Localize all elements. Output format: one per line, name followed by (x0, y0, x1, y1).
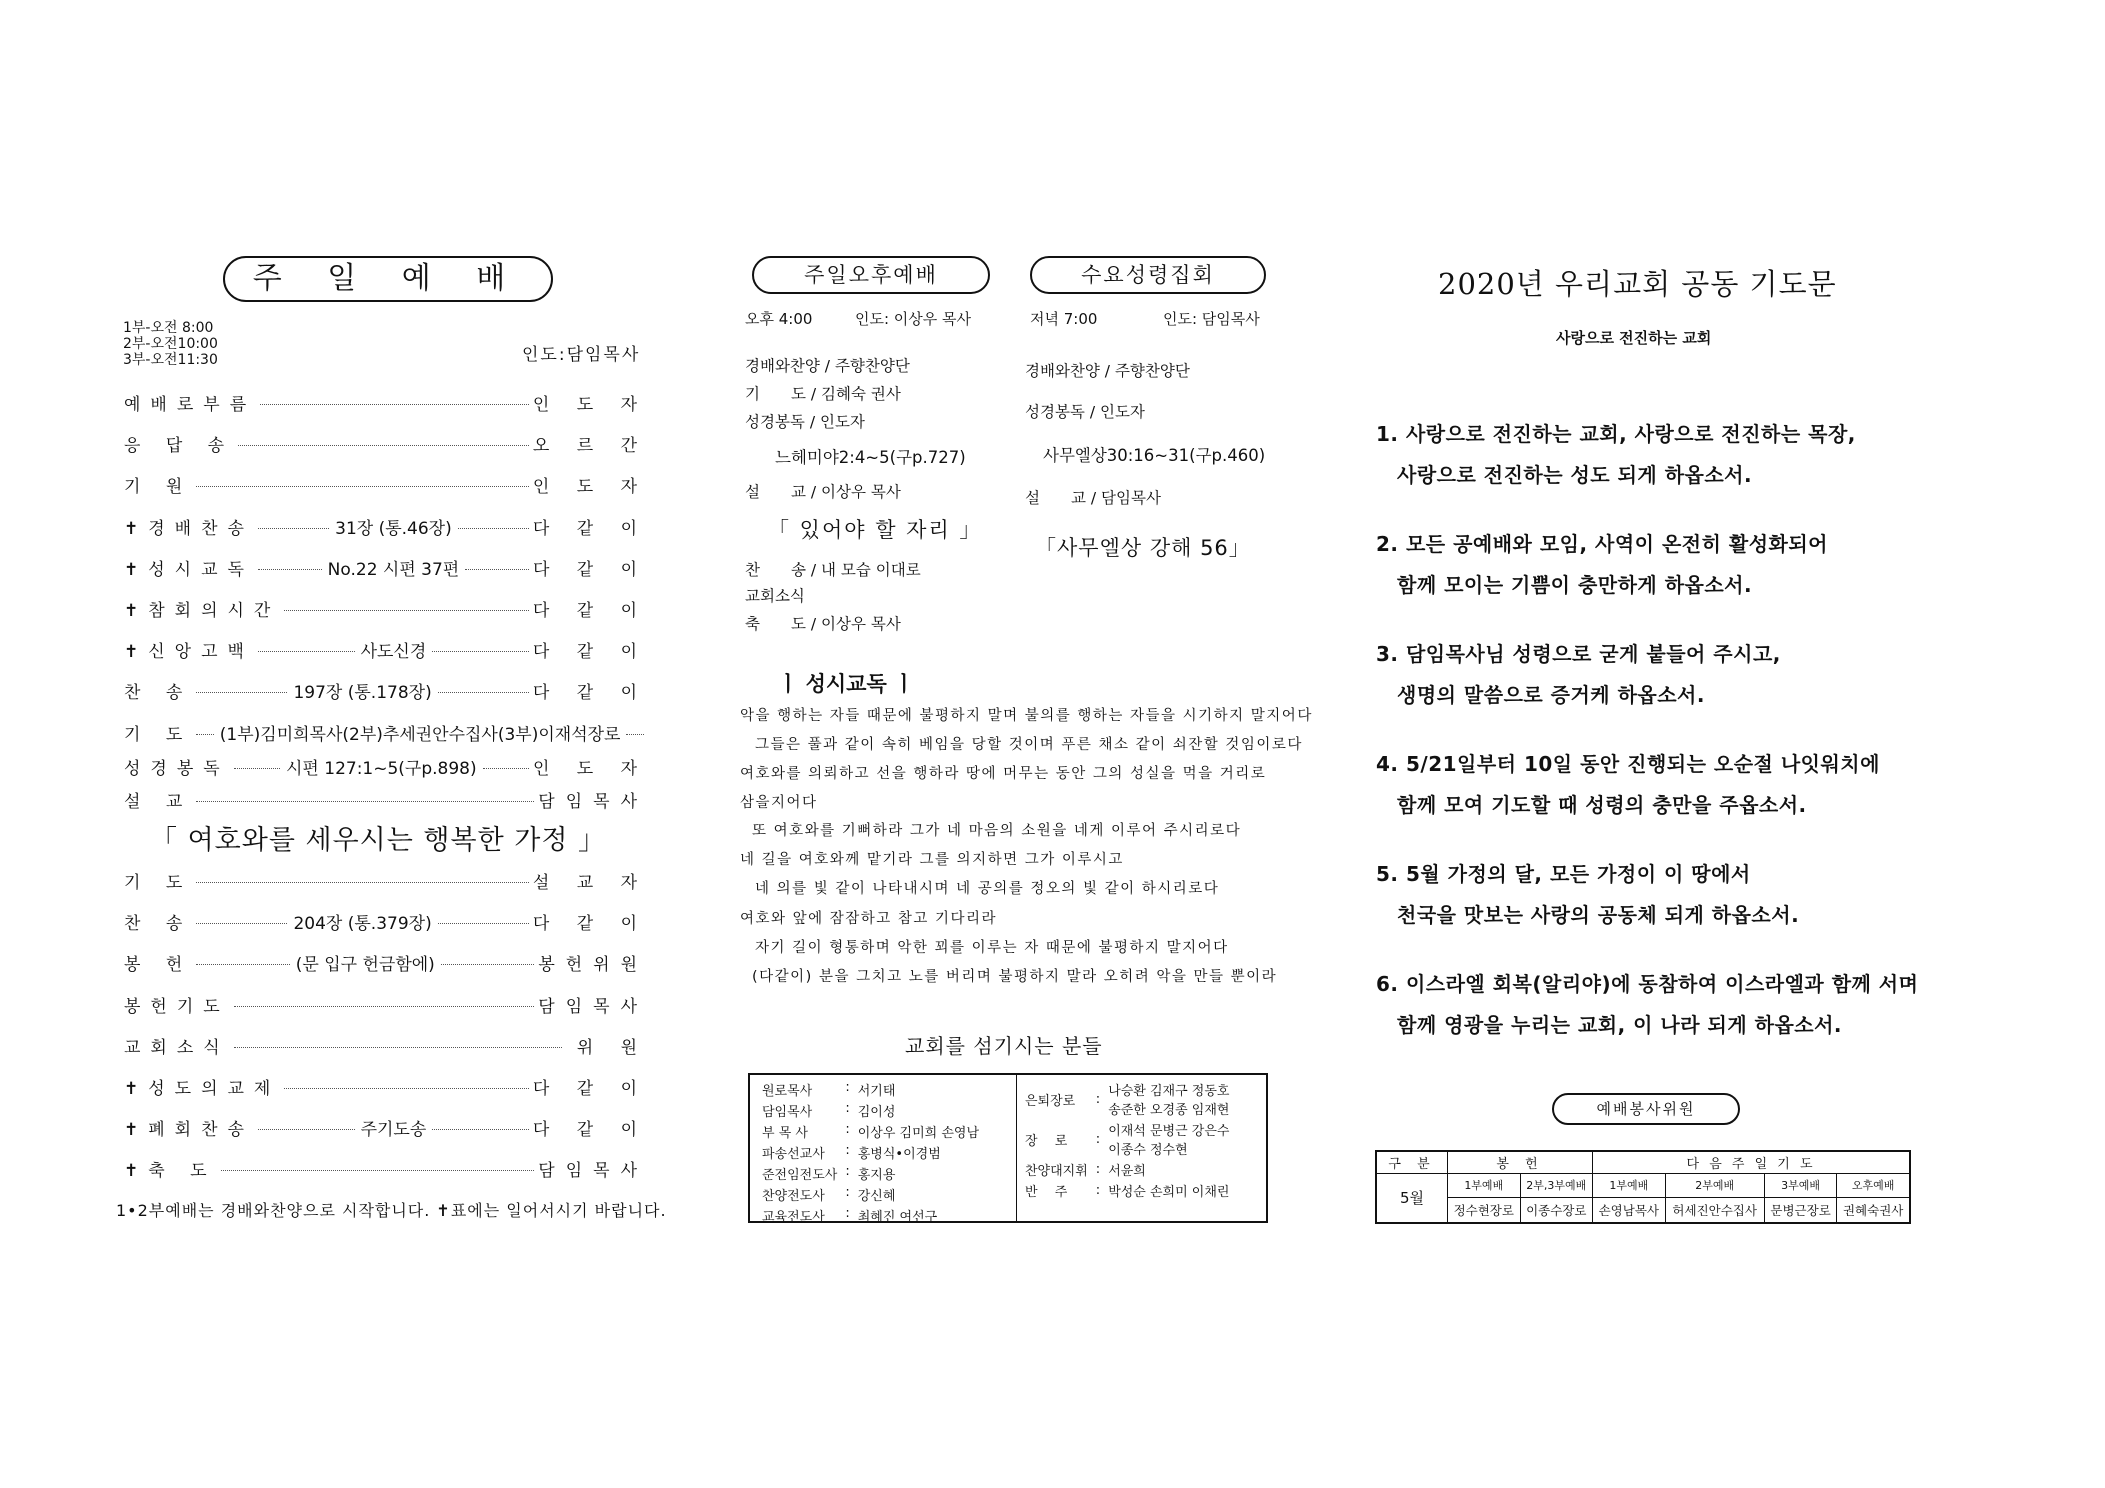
servant-role: 찬양전도사 (762, 1189, 825, 1204)
dotted-leader (196, 692, 287, 693)
dotted-leader (284, 1088, 529, 1089)
order-label: 설 교 (124, 792, 193, 812)
servant-names (1104, 1079, 1233, 1119)
servant-role: 교육전도사 (762, 1210, 825, 1225)
order-row (124, 992, 648, 1017)
servant-row (758, 1184, 983, 1205)
order-label: 찬 송 (124, 914, 193, 935)
psalm-line: 네 길을 여호와께 맡기라 그를 의지하면 그가 이루시고 (740, 852, 1124, 868)
order-person: 오 르 간 (532, 436, 648, 457)
order-label: 응 답 송 (124, 436, 235, 457)
servant-row (1021, 1079, 1233, 1119)
dotted-leader (626, 734, 644, 735)
servant-row (758, 1079, 983, 1100)
psalm-line: 네 의를 빛 같이 나타내시며 네 공의를 정오의 빛 같이 하시리로다 (755, 881, 1220, 897)
psalm-line: (다같이) 분을 그치고 노를 버리며 불평하지 말라 오히려 악을 만들 뿐이라 (752, 969, 1278, 985)
colon: : (1095, 1091, 1101, 1107)
order-person: 다 같 이 (532, 559, 649, 580)
th-gubun: 구 분 (1376, 1151, 1448, 1173)
afternoon-service-title: 주일오후예배 (752, 256, 990, 294)
order-row (124, 390, 648, 415)
volunteers-title: 예배봉사위원 (1552, 1093, 1740, 1125)
dotted-leader (221, 1170, 535, 1171)
dotted-leader (196, 882, 529, 883)
sub-header: 1부예배 (1593, 1173, 1666, 1197)
servant-name: 서윤희 (1108, 1164, 1146, 1179)
colon: : (845, 1185, 850, 1200)
servant-row (758, 1205, 983, 1226)
order-label: 기 원 (124, 477, 193, 498)
servant-name: 홍지용 (857, 1168, 896, 1183)
colon: : (1095, 1131, 1101, 1147)
afternoon-line: 교회소식 (745, 587, 805, 605)
afternoon-line: 경배와찬양 / 주향찬양단 (745, 357, 910, 375)
dotted-leader (458, 528, 529, 529)
order-label: 교회소식 (124, 1037, 230, 1058)
order-detail: (1부)김미희목사(2부)추세권안수집사(3부)이재석장로 (219, 724, 621, 745)
prayer-line: 2. 모든 공예배와 모임, 사역이 온전히 활성화되어 (1376, 532, 1828, 556)
dotted-leader (438, 923, 529, 924)
order-person: 설 교 자 (532, 873, 648, 893)
order-person: 다 같 이 (532, 1120, 648, 1141)
order-label: ✝참회의시간 (124, 601, 281, 621)
th-offering: 봉 헌 (1448, 1151, 1593, 1173)
servant-role: 파송선교사 (762, 1147, 825, 1162)
colon: : (1095, 1162, 1101, 1177)
psalm-heading: ㅣ 성시교독 ㅣ (778, 672, 915, 696)
servant-role: 찬양대지휘 (1025, 1164, 1088, 1179)
order-row (124, 754, 648, 779)
order-person: 인 도 자 (532, 477, 648, 498)
psalm-line: 악을 행하는 자들 때문에 불평하지 말며 불의를 행하는 자들을 시기하지 말지어다 (740, 708, 1313, 724)
order-label: 예배로부름 (124, 395, 257, 415)
wednesday-service-title: 수요성령집회 (1030, 256, 1266, 294)
servants-right (1021, 1079, 1233, 1201)
order-label: 성경봉독 (124, 759, 230, 779)
servants-heading: 교회를 섬기시는 분들 (905, 1034, 1103, 1058)
servant-name: 나승환 김재구 정동호 (1108, 1084, 1230, 1099)
dotted-leader (432, 1129, 529, 1130)
dotted-leader (284, 610, 529, 611)
psalm-line: 여호와를 의뢰하고 선을 행하라 땅에 머무는 동안 그의 성실을 먹을 거리로 (740, 766, 1267, 782)
servant-row (758, 1163, 983, 1184)
dotted-leader (258, 528, 329, 529)
afternoon-line: 찬 송 / 내 모습 이대로 (745, 561, 921, 579)
prayer-line: 3. 담임목사님 성령으로 굳게 붙들어 주시고, (1376, 642, 1781, 666)
dotted-leader (196, 486, 529, 487)
prayer-title: 2020년 우리교회 공동 기도문 (1438, 267, 1837, 301)
servants-box (748, 1073, 1268, 1223)
servant-row (1021, 1180, 1233, 1201)
order-detail: 사도신경 (360, 642, 427, 663)
wednesday-line: 사무엘상30:16~31(구p.460) (1043, 446, 1266, 465)
servant-role: 원로목사 (762, 1084, 813, 1099)
dotted-leader (465, 569, 529, 570)
afternoon-leader: 인도: 이상우 목사 (855, 310, 972, 328)
volunteer-cell: 정수현장로 (1448, 1197, 1521, 1223)
dotted-leader (432, 651, 529, 652)
order-detail: 31장 (통.46장) (335, 518, 452, 539)
colon: : (845, 1080, 850, 1095)
order-row (124, 950, 648, 975)
wednesday-line: 경배와찬양 / 주향찬양단 (1025, 362, 1190, 380)
prayer-line: 함께 모여 기도할 때 성령의 충만을 주옵소서. (1397, 793, 1807, 817)
wednesday-leader: 인도: 담임목사 (1163, 310, 1260, 328)
colon: : (845, 1101, 850, 1116)
prayer-subtitle: 사랑으로 전진하는 교회 (1556, 329, 1712, 347)
order-label: ✝신앙고백 (124, 642, 254, 663)
servant-role: 담임목사 (762, 1105, 813, 1120)
afternoon-line: 성경봉독 / 인도자 (745, 413, 865, 431)
prayer-line: 천국을 맛보는 사랑의 공동체 되게 하옵소서. (1397, 903, 1800, 927)
time-2: 2부-오전10:00 (123, 336, 218, 352)
order-person: 담임목사 (538, 792, 648, 812)
order-label: ✝폐회찬송 (124, 1120, 254, 1141)
th-next: 다 음 주 일 기 도 (1593, 1151, 1910, 1173)
servant-name: 송준한 오경종 임재현 (1108, 1103, 1230, 1118)
volunteer-cell: 허세진안수집사 (1665, 1197, 1764, 1223)
servant-role: 준전임전도사 (762, 1168, 838, 1183)
dotted-leader (258, 1129, 355, 1130)
servant-row (758, 1100, 983, 1121)
sub-header: 3부예배 (1764, 1173, 1837, 1197)
order-row (124, 720, 648, 745)
wednesday-line: 설 교 / 담임목사 (1025, 489, 1161, 507)
dotted-leader (196, 964, 290, 965)
prayer-line: 생명의 말씀으로 증거케 하옵소서. (1397, 683, 1705, 707)
order-row (124, 472, 648, 497)
colon: : (1095, 1183, 1101, 1198)
servant-name: 강신혜 (857, 1189, 896, 1204)
dotted-leader (258, 569, 322, 570)
order-label: ✝성시교독 (124, 559, 254, 580)
order-row (124, 514, 648, 539)
afternoon-sermon: 「 있어야 할 자리 」 (768, 518, 983, 542)
dotted-leader (438, 692, 529, 693)
servant-role: 반 주 (1025, 1185, 1068, 1200)
servant-names (1104, 1180, 1233, 1201)
order-row (124, 1115, 648, 1140)
servant-name: 서기태 (857, 1084, 896, 1099)
sub-header: 2부,3부예배 (1520, 1173, 1593, 1197)
servant-name: 최혜진 여선구 (857, 1210, 938, 1225)
order-row (124, 637, 648, 662)
prayer-line: 함께 영광을 누리는 교회, 이 나라 되게 하옵소서. (1397, 1013, 1843, 1037)
order-person: 인 도 자 (532, 759, 649, 779)
order-label: 기 도 (124, 724, 193, 745)
order-detail: No.22 시편 37편 (327, 559, 460, 580)
order-label: 봉 헌 (124, 955, 193, 976)
order-person: 인 도 자 (532, 395, 648, 415)
servant-name: 박성순 손희미 이채린 (1108, 1185, 1230, 1200)
order-person: 담임목사 (538, 1161, 648, 1182)
time-1: 1부-오전 8:00 (123, 320, 214, 336)
dotted-leader (234, 1047, 562, 1048)
afternoon-line: 느헤미야2:4~5(구p.727) (775, 448, 966, 467)
servant-names (1104, 1119, 1233, 1159)
afternoon-line: 축 도 / 이상우 목사 (745, 615, 901, 633)
dotted-leader (238, 445, 529, 446)
dotted-leader (441, 964, 535, 965)
prayer-line: 함께 모이는 기쁨이 충만하게 하옵소서. (1397, 573, 1753, 597)
sermon-title: 「 여호와를 세우시는 행복한 가정 」 (150, 825, 606, 856)
order-label: 봉헌기도 (124, 996, 230, 1017)
psalm-line: 자기 길이 형통하며 악한 꾀를 이루는 자 때문에 불평하지 말지어다 (755, 940, 1229, 956)
order-person: 다 같 이 (532, 642, 648, 663)
order-row (124, 1033, 648, 1058)
afternoon-line: 설 교 / 이상우 목사 (745, 483, 901, 501)
sub-header: 1부예배 (1448, 1173, 1521, 1197)
order-detail: 주기도송 (360, 1120, 427, 1141)
order-person: 다 같 이 (532, 1079, 648, 1099)
order-person: 다 같 이 (532, 683, 648, 704)
dotted-leader (260, 404, 529, 405)
afternoon-time: 오후 4:00 (745, 310, 813, 328)
colon: : (845, 1122, 850, 1137)
servant-role: 은퇴장로 (1025, 1093, 1076, 1109)
servant-row (758, 1142, 983, 1163)
prayer-line: 1. 사랑으로 전진하는 교회, 사랑으로 전진하는 목장, (1376, 422, 1856, 446)
dotted-leader (258, 651, 355, 652)
dotted-leader (234, 768, 280, 769)
prayer-line: 4. 5/21일부터 10일 동안 진행되는 오순절 나잇워치에 (1376, 752, 1880, 776)
servant-role: 장 로 (1025, 1133, 1068, 1149)
servant-name: 김이성 (857, 1105, 896, 1120)
servant-name: 이종수 정수현 (1108, 1143, 1188, 1158)
wednesday-time: 저녁 7:00 (1030, 310, 1098, 328)
servant-name: 홍병식•이경범 (857, 1147, 941, 1162)
order-person: 위 원 (576, 1037, 648, 1058)
order-row (124, 909, 648, 934)
servant-names (1104, 1159, 1233, 1180)
sunday-service-title: 주 일 예 배 (223, 256, 553, 302)
psalm-line: 삼을지어다 (740, 795, 818, 811)
service-times (123, 320, 218, 368)
sub-header: 2부예배 (1665, 1173, 1764, 1197)
order-row (124, 1074, 648, 1099)
volunteer-cell: 권혜숙권사 (1837, 1197, 1910, 1223)
order-detail: (문 입구 헌금함에) (295, 955, 435, 976)
colon: : (845, 1206, 850, 1221)
servant-row (1021, 1119, 1233, 1159)
order-row (124, 431, 648, 456)
dotted-leader (196, 801, 534, 802)
order-person: 다 같 이 (532, 518, 648, 539)
dotted-leader (196, 923, 287, 924)
sub-header: 오후예배 (1837, 1173, 1910, 1197)
footnote: 1•2부예배는 경배와찬양으로 시작합니다. ✝표에는 일어서시기 바랍니다. (116, 1201, 667, 1220)
volunteer-cell: 이종수장로 (1520, 1197, 1593, 1223)
order-row (124, 787, 648, 812)
month-cell: 5월 (1376, 1173, 1448, 1223)
afternoon-line: 기 도 / 김혜숙 권사 (745, 385, 901, 403)
volunteer-cell: 문병근장로 (1764, 1197, 1837, 1223)
servant-row (758, 1121, 983, 1142)
servant-role: 부 목 사 (762, 1126, 808, 1141)
order-label: ✝성도의교제 (124, 1079, 281, 1099)
dotted-leader (483, 768, 529, 769)
order-row (124, 678, 648, 703)
order-detail: 시편 127:1~5(구p.898) (286, 759, 477, 779)
order-person: 다 같 이 (532, 914, 648, 935)
volunteers-table (1375, 1150, 1911, 1224)
order-detail: 204장 (통.379장) (293, 914, 432, 935)
servant-row (1021, 1159, 1233, 1180)
prayer-line: 6. 이스라엘 회복(알리야)에 동참하여 이스라엘과 함께 서며 (1376, 972, 1919, 996)
order-row (124, 1156, 648, 1181)
servant-name: 이재석 문병근 강은수 (1108, 1124, 1230, 1139)
wednesday-sermon: 「사무엘상 강해 56」 (1035, 536, 1251, 560)
servants-left (758, 1079, 983, 1226)
volunteer-cell: 손영남목사 (1593, 1197, 1666, 1223)
prayer-line: 사랑으로 전진하는 성도 되게 하옵소서. (1397, 463, 1753, 487)
servant-name: 이상우 김미희 손영남 (857, 1126, 980, 1141)
psalm-line: 여호와 앞에 잠잠하고 참고 기다리라 (740, 911, 998, 927)
order-person: 담임목사 (538, 996, 648, 1017)
psalm-line: 또 여호와를 기뻐하라 그가 네 마음의 소원을 네게 이루어 주시리로다 (752, 823, 1242, 839)
leader: 인도:담임목사 (522, 345, 641, 365)
order-row (124, 868, 648, 893)
colon: : (845, 1164, 850, 1179)
prayer-line: 5. 5월 가정의 달, 모든 가정이 이 땅에서 (1376, 862, 1751, 886)
order-person: 다 같 이 (532, 601, 648, 621)
order-row (124, 555, 648, 580)
order-label: ✝경배찬송 (124, 518, 254, 539)
wednesday-line: 성경봉독 / 인도자 (1025, 403, 1145, 421)
psalm-line: 그들은 풀과 같이 속히 베임을 당할 것이며 푸른 채소 같이 쇠잔할 것임이로다 (755, 737, 1303, 753)
order-row (124, 596, 648, 621)
order-person: 봉헌위원 (538, 955, 649, 976)
colon: : (845, 1143, 850, 1158)
order-label: 기 도 (124, 873, 193, 893)
order-label: 찬 송 (124, 683, 193, 704)
order-detail: 197장 (통.178장) (293, 683, 432, 704)
dotted-leader (234, 1006, 535, 1007)
time-3: 3부-오전11:30 (123, 352, 218, 368)
dotted-leader (196, 734, 214, 735)
order-label: ✝축 도 (124, 1161, 217, 1182)
